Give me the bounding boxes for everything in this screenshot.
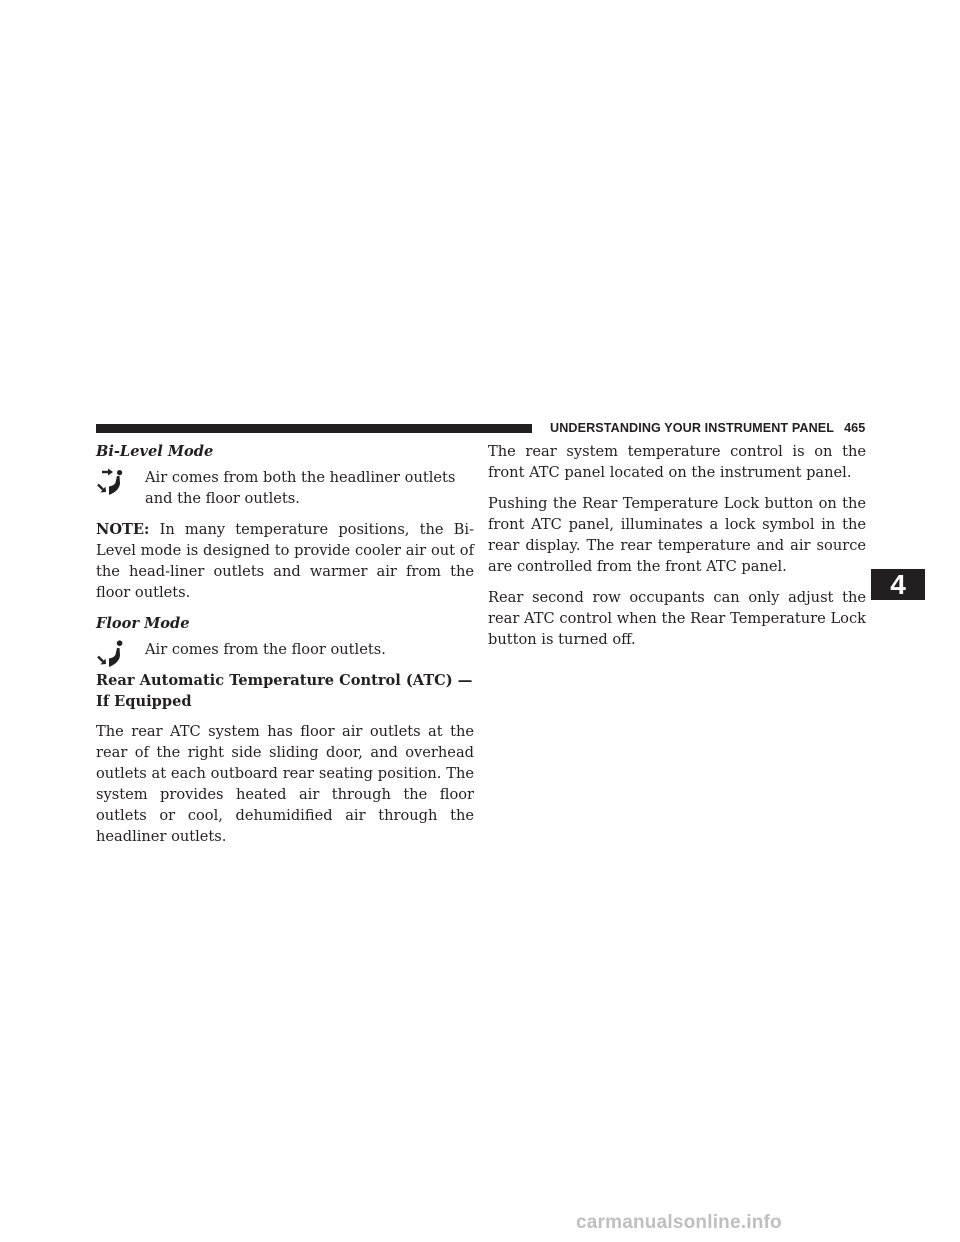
- section-tab: 4: [871, 569, 925, 600]
- bilevel-airflow-icon: [96, 466, 126, 496]
- bilevel-mode-heading: Bi-Level Mode: [96, 443, 214, 460]
- right-paragraph-1: The rear system temperature control is on the front ATC panel located on the instrument panel.: [488, 443, 866, 481]
- note-paragraph: [96, 519, 474, 603]
- floor-airflow-icon: [96, 638, 126, 668]
- floor-mode-text: Air comes from the floor outlets.: [145, 641, 386, 658]
- watermark: carmanualsonline.info: [576, 1212, 782, 1233]
- right-paragraph-2: Pushing the Rear Temperature Lock button on the front ATC panel, illuminates a lock symbol in the rear display. The rear temperature and air source are controlled from the front ATC panel.: [488, 495, 866, 575]
- running-header: [550, 420, 865, 436]
- right-column: [488, 441, 866, 660]
- header-rule: [96, 424, 532, 433]
- section-title: UNDERSTANDING YOUR INSTRUMENT PANEL: [550, 421, 835, 435]
- right-paragraph-3: Rear second row occupants can only adjust the rear ATC control when the Rear Temperature Lock button is turned off.: [488, 589, 866, 648]
- page-number: 465: [844, 421, 866, 435]
- note-text: In many temperature positions, the Bi-Level mode is designed to provide cooler air out of the head-liner outlets and warmer air from the floor outlets.: [96, 521, 474, 601]
- floor-mode-heading: Floor Mode: [96, 615, 190, 632]
- rear-atc-paragraph: The rear ATC system has floor air outlets at the rear of the right side sliding door, and overhead outlets at each outboard rear seating position. The system provides heated air through the floor outlets or cool, dehumidified air through the headliner outlets.: [96, 723, 474, 845]
- bilevel-mode-text: Air comes from both the headliner outlets and the floor outlets.: [145, 469, 456, 507]
- rear-atc-heading: Rear Automatic Temperature Control (ATC) — If Equipped: [96, 672, 473, 710]
- left-column: [96, 441, 474, 857]
- note-label: NOTE:: [96, 521, 150, 538]
- floor-mode-row: [96, 639, 474, 660]
- bilevel-mode-row: [96, 467, 474, 509]
